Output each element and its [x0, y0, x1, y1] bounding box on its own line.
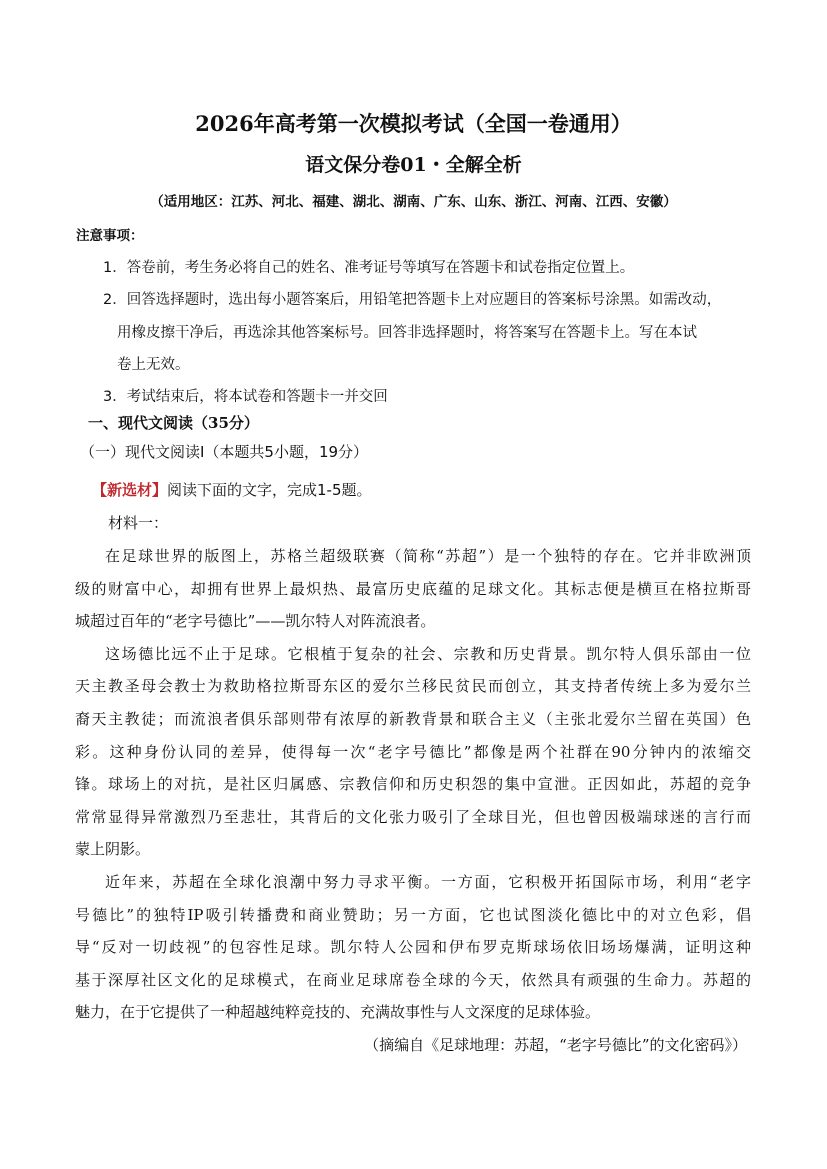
- paragraph: [75, 866, 751, 1029]
- notice-line: 1．答卷前，考生务必将自己的姓名、准考证号等填写在答题卡和试卷指定位置上。: [103, 260, 635, 276]
- paragraph-line: 号德比”的独特IP吸引转播费和商业赞助；另一方面，它也试图淡化德比中的对立色彩，倡: [75, 905, 751, 924]
- material-label: 材料一：: [108, 514, 169, 532]
- paragraph-line: 在足球世界的版图上，苏格兰超级联赛（简称“苏超”）是一个独特的存在。它并非欧洲顶: [105, 547, 751, 565]
- notice-list: [103, 252, 753, 413]
- reading-instruction: [92, 479, 372, 500]
- paragraph-line: 魅力，在于它提供了一种超越纯粹竞技的、充满故事性与人文深度的足球体验。: [75, 1003, 601, 1022]
- notice-heading: 注意事项：: [76, 228, 144, 244]
- section-heading: 一、现代文阅读（35分）: [88, 414, 259, 432]
- subsection-heading: （一）现代文阅读Ⅰ（本题共5小题，19分）: [80, 443, 369, 461]
- notice-line: 卷上无效。: [117, 356, 190, 373]
- paragraph-line: 常常显得异常激烈乃至悲壮，其背后的文化张力吸引了全球目光，但也曾因极端球迷的言行而: [75, 807, 751, 826]
- paragraph-line: 级的财富中心，却拥有世界上最炽热、最富历史底蕴的足球文化。其标志便是横亘在格拉斯哥: [75, 579, 751, 598]
- instruction-text: 阅读下面的文字，完成1-5题。: [167, 481, 372, 499]
- paragraph-line: 这场德比远不止于足球。它根植于复杂的社会、宗教和历史背景。凯尔特人俱乐部由一位: [105, 644, 751, 663]
- paragraph: [75, 638, 751, 866]
- paragraph-line: 蒙上阴影。: [75, 840, 151, 859]
- notice-item: [103, 284, 753, 381]
- applicable-regions: （适用地区：江苏、河北、福建、湖北、湖南、广东、山东、浙江、河南、江西、安徽）: [150, 194, 677, 210]
- paragraph-line: 导“反对一切歧视”的包容性足球。凯尔特人公园和伊布罗克斯球场依旧场场爆满，证明这种: [75, 938, 751, 957]
- paragraph-line: 彩。这种身份认同的差异，使得每一次“老字号德比”都像是两个社群在90分钟内的浓缩交: [75, 742, 751, 761]
- document-title: 2026年高考第一次模拟考试（全国一卷通用）: [195, 111, 632, 136]
- notice-line: 2．回答选择题时，选出每小题答案后，用铅笔把答题卡上对应题目的答案标号涂黑。如需改动，: [103, 292, 722, 309]
- paragraph-line: 近年来，苏超在全球化浪潮中努力寻求平衡。一方面，它积极开拓国际市场，利用“老字: [105, 872, 751, 891]
- paragraph-line: 锋。球场上的对抗，是社区归属感、宗教信仰和历史积怨的集中宣泄。正因如此，苏超的竞争: [75, 775, 751, 794]
- notice-line: 3．考试结束后，将本试卷和答题卡一并交回: [103, 389, 388, 406]
- paragraph-line: 天主教圣母会教士为救助格拉斯哥东区的爱尔兰移民贫民而创立，其支持者传统上多为爱尔兰: [75, 677, 751, 696]
- notice-item: [103, 252, 753, 284]
- paragraph-line: 裔天主教徒；而流浪者俱乐部则带有浓厚的新教背景和联合主义（主张北爱尔兰留在英国）色: [75, 709, 751, 728]
- new-material-tag: 【新选材】: [92, 481, 168, 499]
- source-citation: （摘编自《足球地理：苏超，“老字号德比”的文化密码》）: [364, 1035, 747, 1054]
- paragraph-line: 城超过百年的“老字号德比”——凯尔特人对阵流浪者。: [75, 612, 436, 631]
- document-subtitle: 语文保分卷01・全解全析: [305, 154, 522, 176]
- paragraph: [75, 540, 751, 638]
- paragraph-line: 基于深厚社区文化的足球模式，在商业足球席卷全球的今天，依然具有顽强的生命力。苏超的: [75, 970, 751, 989]
- material-body: [75, 540, 751, 1062]
- notice-line: 用橡皮擦干净后，再选涂其他答案标号。回答非选择题时，将答案写在答题卡上。写在本试: [117, 324, 697, 341]
- notice-item: [103, 381, 753, 413]
